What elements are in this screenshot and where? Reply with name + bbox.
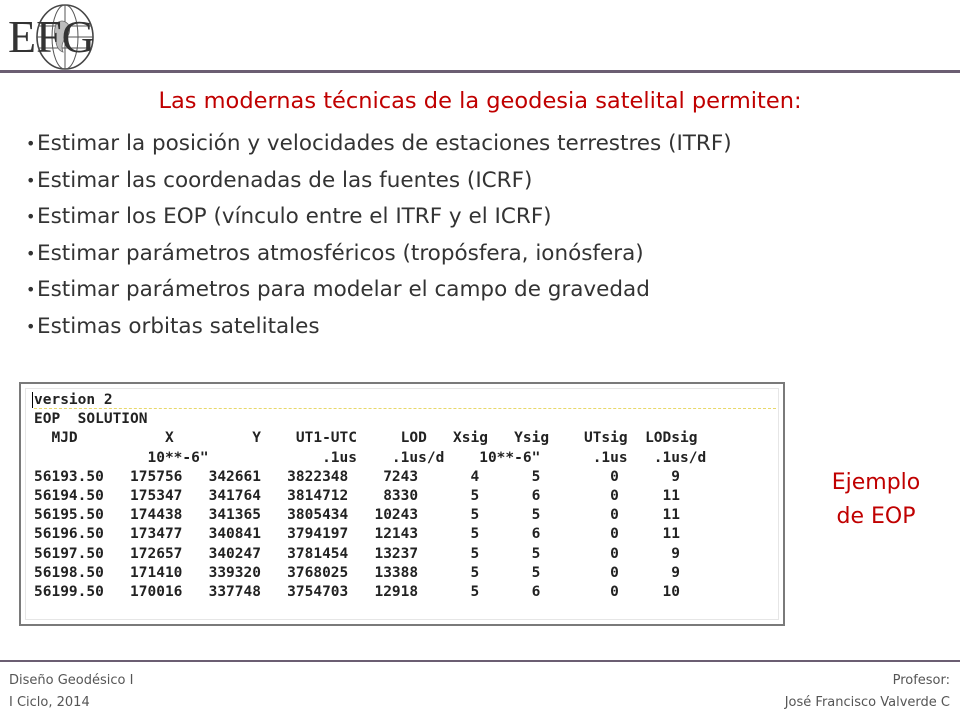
- bullet-icon: •: [26, 280, 36, 299]
- footer-professor: [785, 670, 950, 714]
- code-line: 56193.50 175756 342661 3822348 7243 4 5 0 9: [34, 468, 681, 485]
- eop-data-text: [34, 391, 706, 602]
- efg-logo: [4, 2, 122, 72]
- side-label-line: Ejemplo: [831, 470, 921, 495]
- eop-example-label: [812, 466, 940, 534]
- course-term: I Ciclo, 2014: [9, 695, 90, 710]
- code-line: 56198.50 171410 339320 3768025 13388 5 5 0 9: [34, 564, 681, 581]
- footer-divider: [0, 660, 960, 662]
- code-line: 56196.50 173477 340841 3794197 12143 5 6 0 11: [34, 526, 681, 543]
- code-line: 56197.50 172657 340247 3781454 13237 5 5 0 9: [34, 545, 681, 562]
- bullet-item: [26, 128, 732, 165]
- bullet-text: Estimar las coordenadas de las fuentes (ICRF): [37, 167, 533, 193]
- slide-title: Las modernas técnicas de la geodesia satelital permiten:: [158, 88, 802, 114]
- bullet-item: [26, 274, 732, 311]
- professor-label: Profesor:: [892, 673, 950, 688]
- bullet-text: Estimas orbitas satelitales: [37, 313, 320, 339]
- code-line: version 2: [34, 392, 113, 408]
- bullet-icon: •: [26, 243, 36, 263]
- bullet-text: Estimar parámetros atmosféricos (tropósfera, ionósfera): [37, 240, 644, 266]
- bullet-item: [26, 238, 732, 275]
- code-line: 56194.50 175347 341764 3814712 8330 5 6 0 11: [34, 488, 681, 505]
- bullet-icon: •: [26, 207, 36, 226]
- text-cursor: [32, 392, 33, 408]
- professor-name: José Francisco Valverde C: [784, 695, 950, 710]
- footer-course: [9, 670, 133, 714]
- bullet-icon: •: [26, 134, 36, 153]
- header-divider: [0, 70, 960, 73]
- code-line: EOP SOLUTION: [34, 411, 148, 428]
- bullet-text: Estimar parámetros para modelar el campo de gravedad: [37, 277, 650, 302]
- bullet-icon: •: [26, 170, 36, 190]
- svg-text:EFG: EFG: [8, 11, 95, 62]
- code-line: 56195.50 174438 341365 3805434 10243 5 5 0 11: [34, 507, 681, 524]
- bullet-icon: •: [26, 316, 36, 336]
- bullet-item: [26, 165, 732, 202]
- course-name: Diseño Geodésico I: [9, 673, 134, 688]
- code-line: 56199.50 170016 337748 3754703 12918 5 6 0 10: [34, 584, 681, 601]
- eop-file-screenshot: [19, 382, 785, 626]
- bullet-text: Estimar la posición y velocidades de estaciones terrestres (ITRF): [37, 131, 732, 156]
- bullet-list: [26, 128, 732, 347]
- code-line: MJD X Y UT1-UTC LOD Xsig Ysig UTsig LODsig: [34, 430, 698, 447]
- globe-icon: [4, 2, 122, 72]
- bullet-text: Estimar los EOP (vínculo entre el ITRF y el ICRF): [37, 204, 552, 229]
- bullet-item: [26, 311, 732, 348]
- code-line: 10**-6" .1us .1us/d 10**-6" .1us .1us/d: [34, 449, 707, 466]
- bullet-item: [26, 201, 732, 238]
- side-label-line: de EOP: [836, 504, 916, 529]
- text-editor-area: [25, 388, 779, 620]
